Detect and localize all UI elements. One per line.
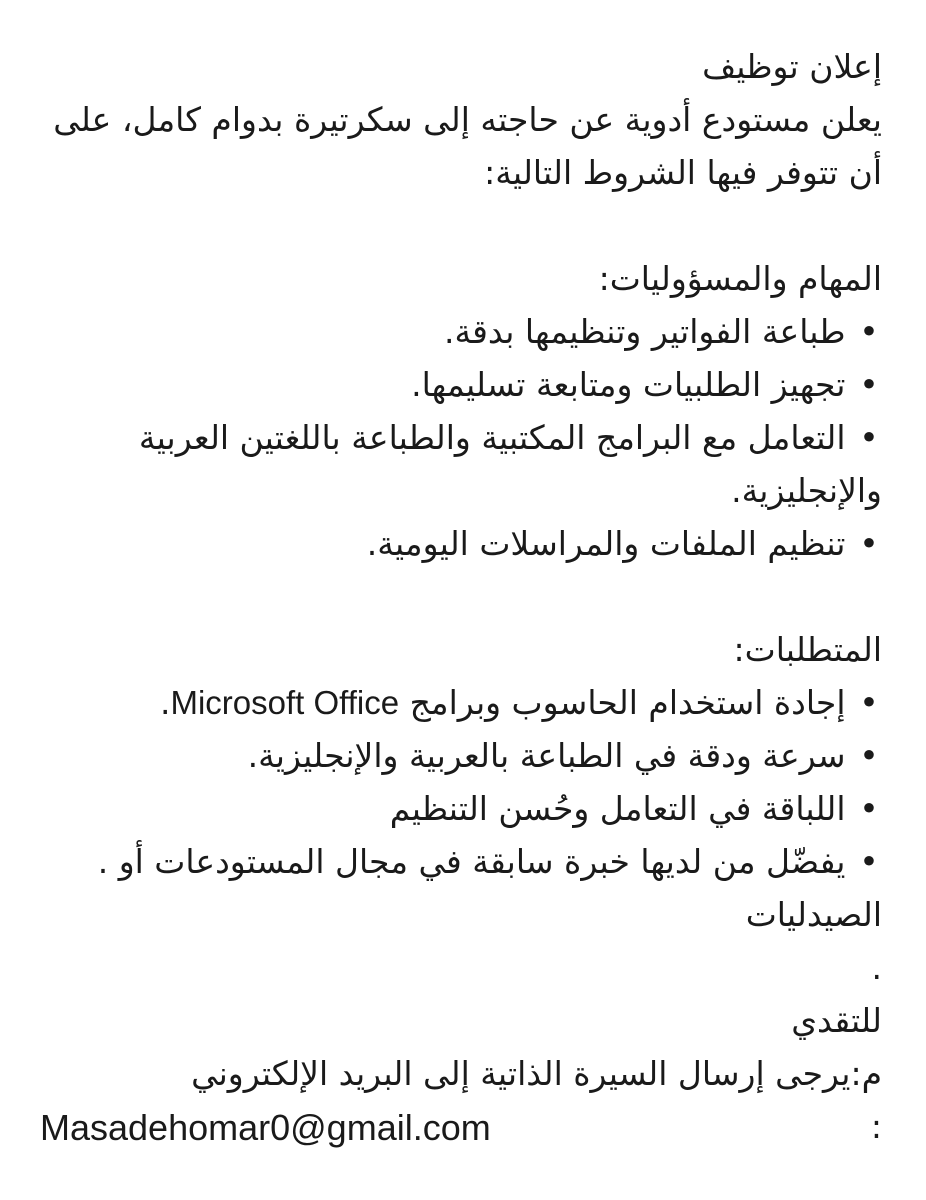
intro-line-2: أن تتوفر فيها الشروط التالية:: [484, 153, 882, 192]
apply-heading: للتقدي: [791, 1001, 882, 1040]
requirements-heading: المتطلبات:: [733, 630, 882, 669]
responsibility-item: [40, 305, 882, 358]
requirement-text: سرعة ودقة في الطباعة بالعربية والإنجليزية.: [247, 736, 846, 775]
responsibility-continuation: والإنجليزية.: [731, 471, 882, 510]
bullet-icon: •: [859, 842, 879, 881]
requirement-item: [40, 782, 882, 835]
bullet-icon: •: [859, 683, 879, 722]
requirement-period: .: [159, 683, 171, 722]
requirement-item: [40, 729, 882, 782]
requirement-text: إجادة استخدام الحاسوب وبرامج: [409, 683, 846, 722]
bullet-icon: •: [859, 418, 879, 457]
responsibilities-heading: المهام والمسؤوليات:: [598, 259, 882, 298]
bullet-icon: •: [859, 365, 879, 404]
responsibility-text: تنظيم الملفات والمراسلات اليومية.: [366, 524, 846, 563]
job-announcement: [40, 40, 882, 1153]
spacer: [40, 199, 882, 252]
responsibility-text: التعامل مع البرامج المكتبية والطباعة باللغتين العربية: [138, 418, 846, 457]
responsibility-item: [40, 358, 882, 411]
apply-colon: :: [870, 1107, 882, 1146]
bullet-icon: •: [859, 736, 879, 775]
trailing-dot: .: [871, 948, 882, 987]
apply-instructions: م:يرجى إرسال السيرة الذاتية إلى البريد الإلكتروني: [191, 1054, 882, 1093]
responsibility-text: تجهيز الطلبيات ومتابعة تسليمها.: [411, 365, 846, 404]
requirement-text: يفضّل من لديها خبرة سابقة في مجال المستودعات أو: [118, 842, 846, 881]
requirement-item: [40, 676, 882, 729]
requirement-text: اللباقة في التعامل وحُسن التنظيم: [389, 789, 846, 828]
responsibility-text: طباعة الفواتير وتنظيمها بدقة.: [443, 312, 846, 351]
announcement-title: إعلان توظيف: [702, 47, 882, 86]
bullet-icon: •: [859, 524, 879, 563]
requirement-continuation: الصيدليات: [745, 895, 882, 934]
contact-email: Masadehomar0@gmail.com: [40, 1107, 491, 1148]
requirement-item: [40, 835, 882, 888]
responsibility-item: [40, 411, 882, 464]
responsibility-item: [40, 517, 882, 570]
intro-line-1: يعلن مستودع أدوية عن حاجته إلى سكرتيرة بدوام كامل، على: [53, 100, 882, 139]
requirement-leading-dot: .: [97, 842, 109, 881]
spacer: [40, 570, 882, 623]
bullet-icon: •: [859, 312, 879, 351]
software-name: Microsoft Office: [170, 684, 400, 721]
bullet-icon: •: [859, 789, 879, 828]
